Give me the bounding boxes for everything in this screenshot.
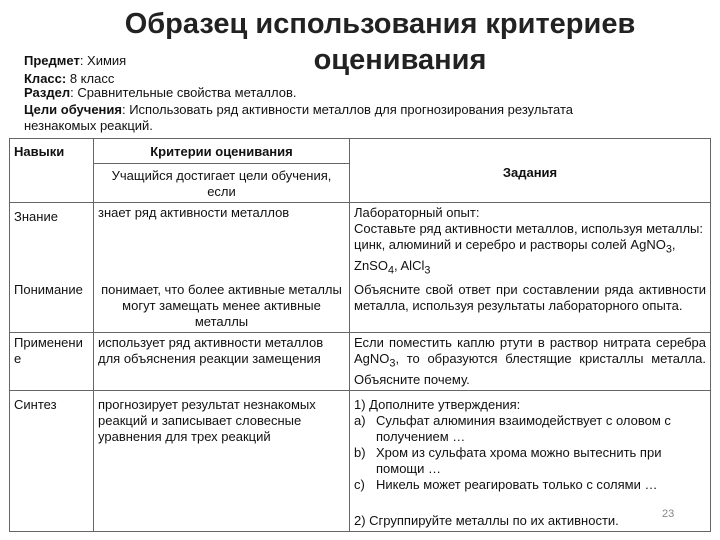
- subject-value: : Химия: [79, 53, 127, 68]
- list-text: Никель может реагировать только с солями …: [376, 476, 658, 492]
- subscript: 4: [387, 264, 394, 277]
- class-value: 8 класс: [69, 71, 115, 86]
- criterion-cell: прогнозирует результат незнакомых реакций и записывает словесные уравнения для трех реакций: [94, 390, 350, 531]
- task-outro: 2) Сгруппируйте металлы по их активности.: [354, 512, 619, 528]
- list-item: [354, 412, 706, 445]
- skill-cell: Применени е: [10, 333, 94, 391]
- goals-value: : Использовать ряд активности металлов для прогнозирования результата: [121, 102, 573, 117]
- task-intro: 1) Дополните утверждения:: [354, 396, 521, 412]
- table-row: [10, 280, 711, 333]
- goals-value-cont: незнакомых реакций.: [24, 118, 153, 133]
- subheader-criteria: Учащийся достигает цели обучения, если: [94, 164, 350, 203]
- task-cell: [350, 333, 711, 391]
- skill-cell: Понимание: [10, 280, 94, 333]
- subject-label: Предмет: [24, 53, 80, 68]
- list-marker: a): [354, 412, 366, 428]
- title-line-1: Образец использования критериев: [124, 8, 636, 40]
- list-marker: c): [354, 476, 365, 492]
- subscript: 3: [424, 264, 431, 277]
- task-cell: Объясните свой ответ при составлении ряда активности металла, используя результаты лабораторного опыта.: [350, 280, 711, 333]
- task-text: , AlCl: [394, 257, 425, 273]
- header-tasks: Задания: [350, 139, 711, 203]
- task-text: , то образуются блестящие кристаллы металла. Объясните почему.: [354, 351, 706, 387]
- header-skills: Навыки: [10, 139, 94, 164]
- table-row: [10, 203, 711, 281]
- criterion-cell: знает ряд активности металлов: [94, 203, 350, 281]
- page-number: 23: [662, 508, 675, 520]
- criteria-table: [9, 138, 711, 532]
- table-header-row: [10, 139, 711, 164]
- task-cell: [350, 390, 711, 531]
- class-label: Класс:: [24, 71, 70, 86]
- task-line: [354, 258, 706, 279]
- table-row: [10, 333, 711, 391]
- section-value: : Сравнительные свойства металлов.: [70, 85, 297, 100]
- task-text: цинк, алюминий и серебро и растворы солей Ag: [354, 237, 647, 252]
- task-line: [354, 237, 706, 258]
- list-marker: b): [354, 444, 366, 460]
- section-label: Раздел: [24, 85, 71, 100]
- skill-cell: Синтез: [10, 390, 94, 531]
- table-row: [10, 390, 711, 531]
- task-text: ZnSO: [354, 257, 388, 273]
- meta-subject: [24, 52, 126, 70]
- task-text: ,: [671, 237, 676, 252]
- task-line: Составьте ряд активности металлов, используя металлы:: [354, 221, 703, 236]
- page-title: [120, 6, 640, 78]
- criterion-cell: использует ряд активности металлов для объяснения реакции замещения: [94, 333, 350, 391]
- task-list: [354, 413, 706, 493]
- task-cell: [350, 203, 711, 281]
- goals-label: Цели обучения: [24, 102, 122, 117]
- meta-section: [24, 84, 297, 102]
- list-text: Хром из сульфата хрома можно вытеснить при помощи …: [376, 444, 662, 476]
- subscript: 3: [389, 357, 396, 370]
- list-text: Сульфат алюминия взаимодействует с оловом с получением …: [376, 412, 671, 444]
- empty-cell: [10, 164, 94, 203]
- task-text: Если поместить каплю ртути в раствор нитрата серебра AgNO: [354, 335, 706, 367]
- list-item: [354, 476, 706, 493]
- list-item: [354, 444, 706, 477]
- task-text: NO: [646, 237, 666, 252]
- task-line: Лабораторный опыт:: [354, 205, 480, 220]
- subscript: 3: [665, 243, 672, 256]
- title-line-2: оценивания: [313, 44, 487, 76]
- criterion-cell: понимает, что более активные металлы могут замещать менее активные металлы: [94, 280, 350, 333]
- header-criteria: Критерии оценивания: [94, 139, 350, 164]
- skill-cell: Знание: [10, 203, 94, 281]
